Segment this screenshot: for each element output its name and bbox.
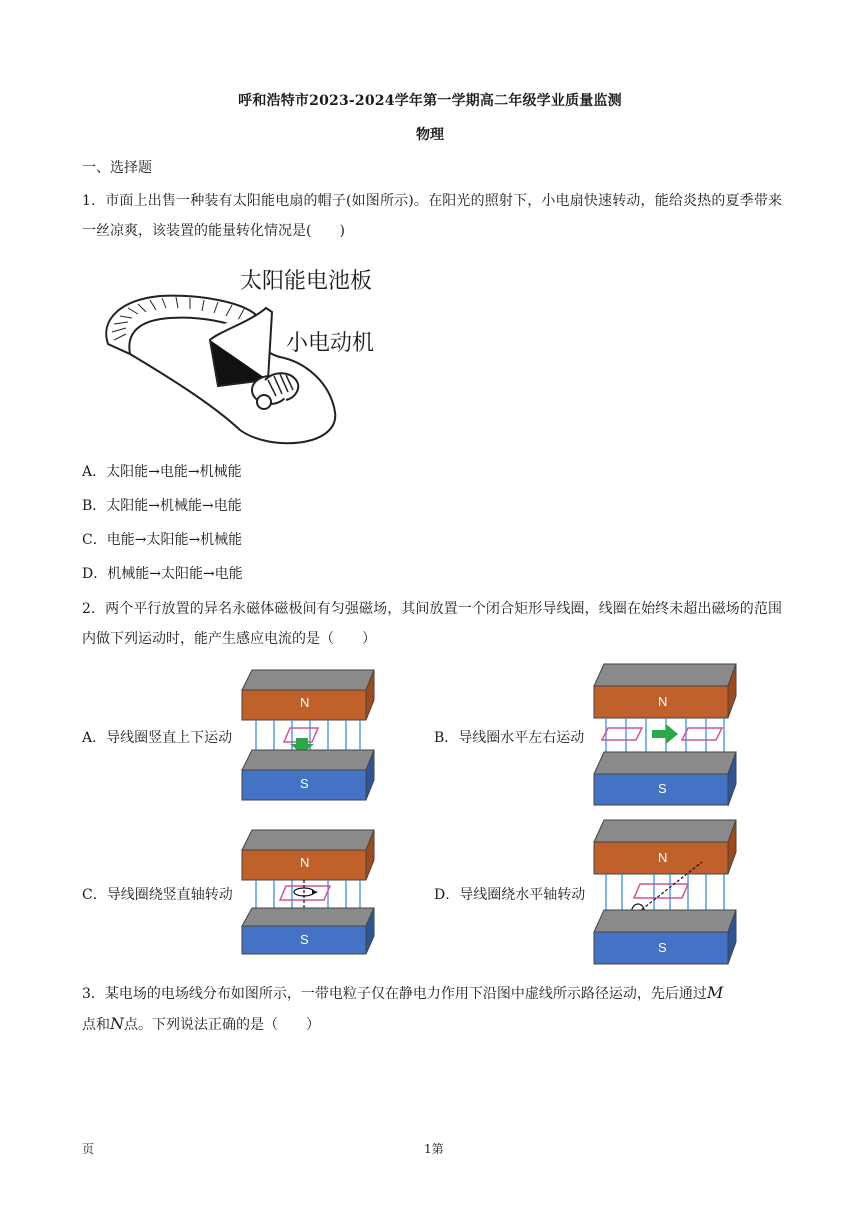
q1-option-a[interactable]: A．太阳能→电能→机械能: [82, 464, 242, 480]
solar-hat-figure: [90, 262, 390, 452]
footer-page-number: 1第: [424, 1142, 444, 1156]
q1-option-d[interactable]: D．机械能→太阳能→电能: [82, 566, 243, 582]
footer-left: 页: [82, 1142, 95, 1156]
south-pole-label-c: S: [300, 932, 309, 947]
q2-option-c[interactable]: C．导线圈绕竖直轴转动: [82, 887, 233, 903]
magnet-figure-b: [592, 662, 738, 806]
q2-option-b[interactable]: B．导线圈水平左右运动: [434, 730, 585, 746]
question-1-text: 1．市面上出售一种装有太阳能电扇的帽子(如图所示)。在阳光的照射下，小电扇快速转动，能给炎热的夏季带来一丝凉爽，该装置的能量转化情况是( ): [82, 193, 782, 239]
page-title: 呼和浩特市2023-2024学年第一学期高二年级学业质量监测: [238, 93, 622, 109]
motor-label: 小电动机: [286, 331, 375, 356]
q1-option-b[interactable]: B．太阳能→机械能→电能: [82, 498, 242, 514]
magnet-figure-d: [592, 818, 738, 966]
q3-text-part1: 3．某电场的电场线分布如图所示，一带电粒子仅在静电力作用下沿图中虚线所示路径运动，先后通过: [82, 986, 707, 1002]
north-pole-label-b: N: [658, 694, 668, 709]
magnet-figure-c: [240, 828, 376, 956]
q1-option-c[interactable]: C．电能→太阳能→机械能: [82, 532, 243, 548]
south-pole-label-a: S: [300, 776, 309, 791]
north-pole-label-d: N: [658, 850, 668, 865]
q3-text-part2: 点和: [82, 1017, 110, 1033]
q2-option-a[interactable]: A．导线圈竖直上下运动: [82, 730, 233, 746]
solar-panel-label: 太阳能电池板: [240, 269, 373, 294]
south-pole-label-d: S: [658, 940, 667, 955]
q3-text-part3: 点。下列说法正确的是（ ）: [124, 1017, 320, 1033]
north-pole-label-a: N: [300, 695, 310, 710]
north-pole-label-c: N: [300, 855, 310, 870]
section-heading: 一、选择题: [82, 160, 152, 176]
subject-title: 物理: [416, 127, 444, 143]
magnet-figure-a: [240, 668, 376, 808]
q2-option-d[interactable]: D．导线圈绕水平轴转动: [434, 887, 586, 903]
point-m: M: [706, 983, 724, 1002]
question-3-text: [82, 978, 782, 1040]
point-n: N: [110, 1014, 124, 1033]
question-2-text: 2．两个平行放置的异名永磁体磁极间有匀强磁场，其间放置一个闭合矩形导线圈，线圈在始终未超出磁场的范围内做下列运动时，能产生感应电流的是（ ）: [82, 601, 782, 647]
south-pole-label-b: S: [658, 781, 667, 796]
